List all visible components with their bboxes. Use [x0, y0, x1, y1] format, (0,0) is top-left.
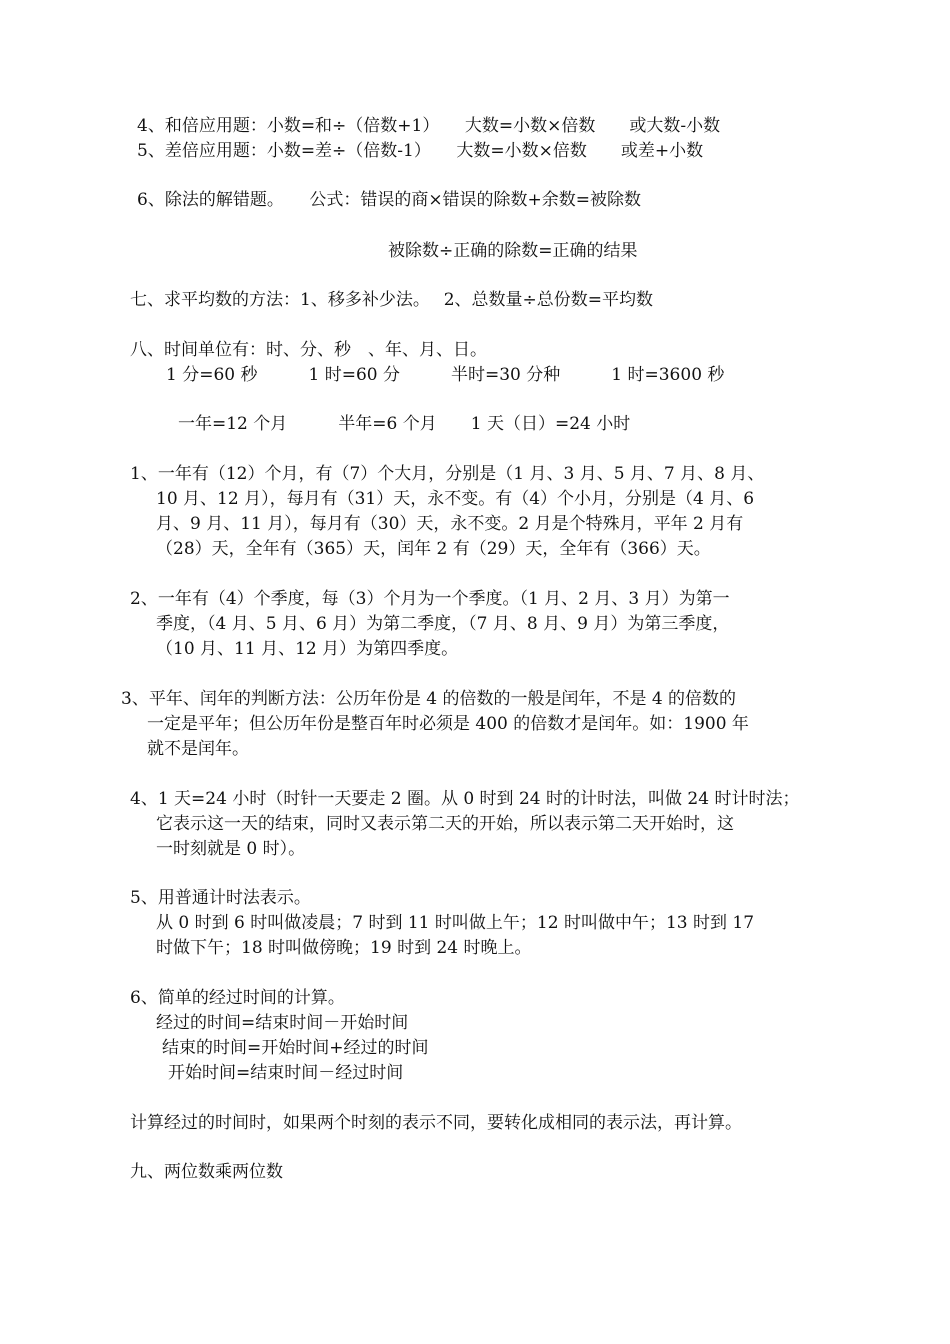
text-line: 1、一年有（12）个月，有（7）个大月，分别是（1 月、3 月、5 月、7 月、8 月、 — [130, 464, 765, 484]
text-line: 一年=12 个月 半年=6 个月 1 天（日）=24 小时 — [178, 414, 631, 434]
text-line: 被除数÷正确的除数=正确的结果 — [388, 241, 638, 261]
text-line: 4、1 天=24 小时（时针一天要走 2 圈。从 0 时到 24 时的计时法，叫做 24 时计时法； — [130, 789, 800, 809]
text-line: 它表示这一天的结束，同时又表示第二天的开始，所以表示第二天开始时，这 — [156, 814, 734, 834]
text-line: 从 0 时到 6 时叫做凌晨；7 时到 11 时叫做上午；12 时叫做中午；13 时到 17 — [156, 913, 755, 933]
text-line: 6、除法的解错题。 公式：错误的商×错误的除数+余数=被除数 — [137, 190, 642, 210]
text-line: 一定是平年；但公历年份是整百年时必须是 400 的倍数才是闰年。如：1900 年 — [147, 714, 749, 734]
text-line: （28）天，全年有（365）天，闰年 2 有（29）天，全年有（366）天。 — [156, 539, 711, 559]
text-line: 就不是闰年。 — [147, 739, 249, 759]
text-line: 6、简单的经过时间的计算。 — [130, 988, 345, 1008]
text-line: 七、求平均数的方法：1、移多补少法。 2、总数量÷总份数=平均数 — [130, 290, 654, 310]
text-line: 10 月、12 月），每月有（31）天，永不变。有（4）个小月，分别是（4 月、6 — [156, 489, 755, 509]
text-line: 开始时间=结束时间－经过时间 — [168, 1063, 404, 1083]
text-line: 季度，（4 月、5 月、6 月）为第二季度，（7 月、8 月、9 月）为第三季度， — [156, 614, 730, 634]
text-line: 时做下午；18 时叫做傍晚；19 时到 24 时晚上。 — [156, 938, 532, 958]
text-line: 5、用普通计时法表示。 — [130, 888, 311, 908]
text-line: 结束的时间=开始时间+经过的时间 — [162, 1038, 429, 1058]
text-line: 月、9 月、11 月），每月有（30）天，永不变。2 月是个特殊月，平年 2 月有 — [156, 514, 744, 534]
text-line: 2、一年有（4）个季度，每（3）个月为一个季度。（1 月、2 月、3 月）为第一 — [130, 589, 730, 609]
text-line: 4、和倍应用题：小数=和÷（倍数+1） 大数=小数×倍数 或大数-小数 — [137, 116, 721, 136]
text-line: （10 月、11 月、12 月）为第四季度。 — [156, 639, 459, 659]
text-line: 1 分=60 秒 1 时=60 分 半时=30 分种 1 时=3600 秒 — [166, 365, 725, 385]
text-line: 5、差倍应用题：小数=差÷（倍数-1） 大数=小数×倍数 或差+小数 — [137, 141, 704, 161]
text-line: 3、平年、闰年的判断方法：公历年份是 4 的倍数的一般是闰年，不是 4 的倍数的 — [121, 689, 737, 709]
text-line: 计算经过的时间时，如果两个时刻的表示不同，要转化成相同的表示法，再计算。 — [130, 1113, 742, 1133]
text-line: 经过的时间=结束时间－开始时间 — [156, 1013, 409, 1033]
text-line: 九、两位数乘两位数 — [130, 1162, 283, 1182]
text-line: 一时刻就是 0 时）。 — [156, 839, 306, 859]
text-line: 八、时间单位有：时、分、秒 、年、月、日。 — [130, 340, 487, 360]
